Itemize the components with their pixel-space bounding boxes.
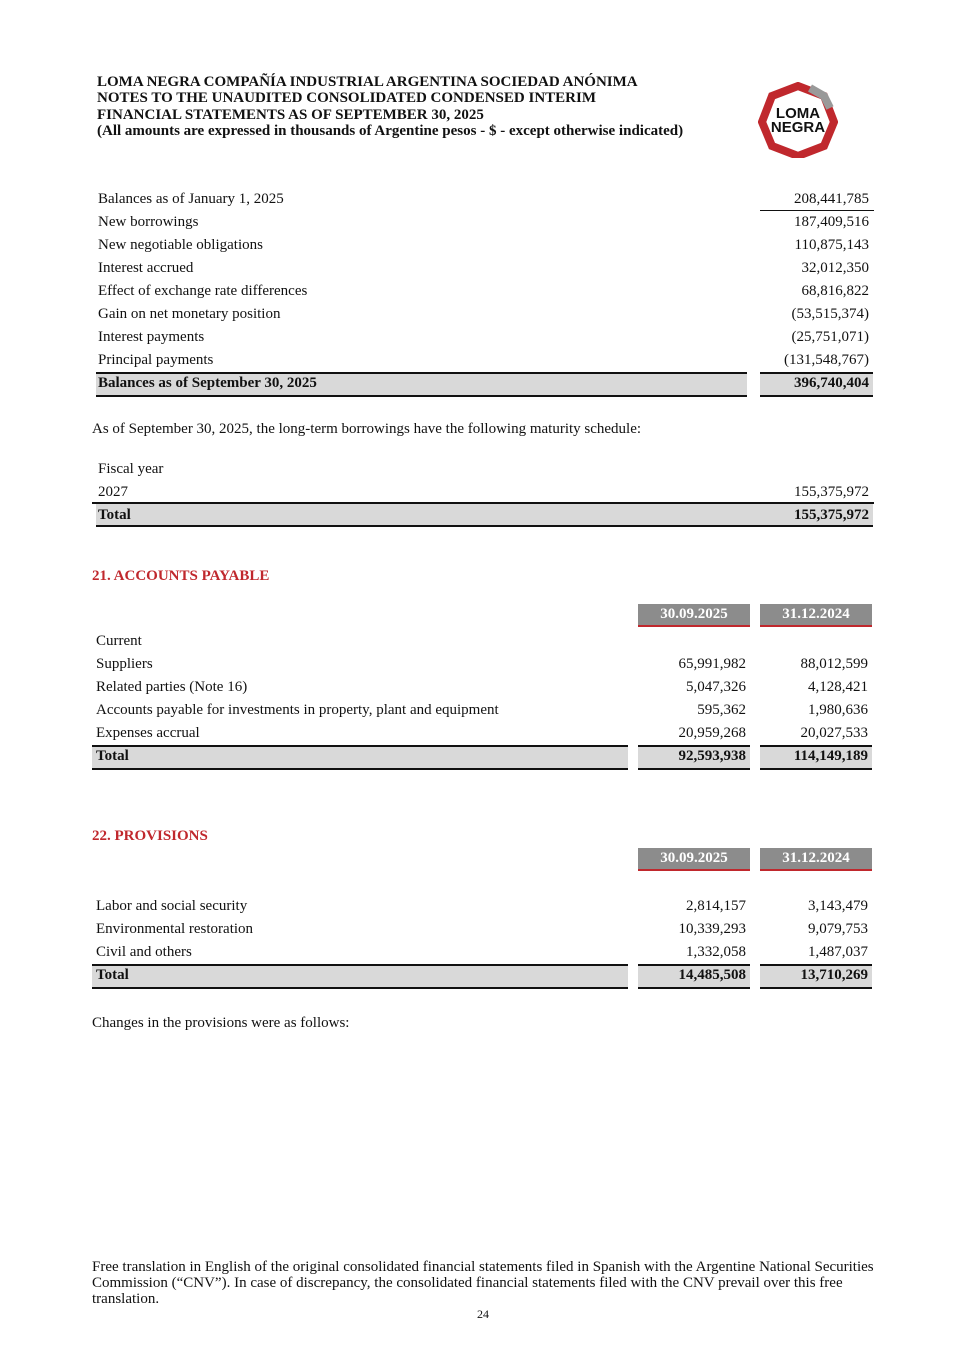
row-value: 208,441,785 xyxy=(794,191,869,207)
table-total-row xyxy=(92,372,874,395)
row-label: Interest payments xyxy=(98,329,205,345)
footer-disclaimer: Free translation in English of the original consolidated financial statements filed in Spanish with the Argentine National Securities Commission (“CNV”). In case of discrepancy, the consolidated financial statements filed with the CNV prevail over this free translation. xyxy=(92,1259,874,1307)
maturity-table xyxy=(92,458,874,527)
row-value: 92,593,938 xyxy=(678,748,746,764)
table-row xyxy=(98,188,874,211)
header-line: NOTES TO THE UNAUDITED CONSOLIDATED CONDENSED INTERIM xyxy=(97,90,596,107)
section-title: 22. PROVISIONS xyxy=(92,828,208,844)
row-subheader: Current xyxy=(96,633,142,649)
row-value: 1,980,636 xyxy=(808,702,868,718)
row-label: Balances as of September 30, 2025 xyxy=(98,375,317,391)
row-value: 20,959,268 xyxy=(678,725,746,741)
header-line: (All amounts are expressed in thousands of Argentine pesos - $ - except otherwise indicated) xyxy=(97,123,684,140)
header-line: FINANCIAL STATEMENTS AS OF SEPTEMBER 30, 2025 xyxy=(97,106,484,123)
row-value: 155,375,972 xyxy=(794,507,869,523)
table-row xyxy=(92,326,874,349)
row-value: (131,548,767) xyxy=(784,352,869,368)
accounts-payable-table xyxy=(92,604,874,765)
row-label: Related parties (Note 16) xyxy=(96,679,248,695)
borrowings-table xyxy=(92,188,874,395)
row-label: Effect of exchange rate differences xyxy=(98,283,308,299)
table-row xyxy=(92,676,874,699)
row-label: New borrowings xyxy=(98,214,199,230)
row-value: 595,362 xyxy=(697,702,746,718)
column-header: 30.09.2025 xyxy=(638,604,750,627)
row-label: Accounts payable for investments in property, plant and equipment xyxy=(96,702,499,718)
row-value: 65,991,982 xyxy=(678,656,746,672)
table-row xyxy=(92,699,874,722)
row-value: 20,027,533 xyxy=(800,725,868,741)
table-row xyxy=(92,653,874,676)
column-header: 31.12.2024 xyxy=(760,604,872,627)
provisions-changes-text: Changes in the provisions were as follows: xyxy=(92,1015,350,1031)
column-header: Fiscal year xyxy=(98,461,164,477)
row-value: 10,339,293 xyxy=(678,921,746,937)
table-row xyxy=(92,349,874,372)
row-label: Total xyxy=(98,507,131,523)
document-header xyxy=(97,74,737,140)
row-label: Total xyxy=(96,967,129,983)
row-label: Principal payments xyxy=(98,352,214,368)
table-row xyxy=(92,941,874,964)
row-label: Balances as of January 1, 2025 xyxy=(98,191,284,207)
row-label: Expenses accrual xyxy=(96,725,200,741)
table-total-row xyxy=(92,745,874,768)
loma-negra-logo xyxy=(758,82,838,158)
row-label: 2027 xyxy=(98,484,128,500)
table-row xyxy=(92,918,874,941)
row-value: 9,079,753 xyxy=(808,921,868,937)
column-header: 31.12.2024 xyxy=(760,848,872,871)
table-total-row xyxy=(92,504,874,527)
row-value: (25,751,071) xyxy=(791,329,869,345)
page-number: 24 xyxy=(477,1307,489,1321)
row-value: 32,012,350 xyxy=(801,260,869,276)
table-total-row xyxy=(92,964,874,987)
provisions-table xyxy=(92,848,874,987)
row-value: 396,740,404 xyxy=(794,375,869,391)
row-label: New negotiable obligations xyxy=(98,237,263,253)
row-value: 114,149,189 xyxy=(793,748,868,764)
row-value: 68,816,822 xyxy=(801,283,869,299)
row-label: Total xyxy=(96,748,129,764)
row-value: 110,875,143 xyxy=(794,237,869,253)
table-row xyxy=(92,895,874,918)
table-row xyxy=(92,234,874,257)
row-value: 13,710,269 xyxy=(800,967,868,983)
row-label: Suppliers xyxy=(96,656,153,672)
svg-text:LOMA: LOMA xyxy=(775,105,821,122)
svg-text:NEGRA: NEGRA xyxy=(770,119,826,136)
row-value: 2,814,157 xyxy=(686,898,746,914)
table-row xyxy=(92,211,874,234)
row-value: 4,128,421 xyxy=(808,679,868,695)
row-label: Interest accrued xyxy=(98,260,194,276)
company-name: LOMA NEGRA COMPAÑÍA INDUSTRIAL ARGENTINA SOCIEDAD ANÓNIMA xyxy=(97,74,638,90)
table-row xyxy=(92,257,874,280)
table-row xyxy=(92,280,874,303)
row-label: Environmental restoration xyxy=(96,921,254,937)
row-value: (53,515,374) xyxy=(791,306,869,322)
table-row xyxy=(92,722,874,745)
section-title: 21. ACCOUNTS PAYABLE xyxy=(92,568,270,584)
column-header: 30.09.2025 xyxy=(638,848,750,871)
row-value: 5,047,326 xyxy=(686,679,746,695)
row-label: Gain on net monetary position xyxy=(98,306,281,322)
row-value: 14,485,508 xyxy=(678,967,746,983)
row-value: 155,375,972 xyxy=(794,484,869,500)
row-value: 88,012,599 xyxy=(800,656,868,672)
row-value: 1,487,037 xyxy=(808,944,868,960)
row-label: Labor and social security xyxy=(96,898,248,914)
maturity-intro: As of September 30, 2025, the long-term borrowings have the following maturity schedule: xyxy=(92,421,642,437)
row-label: Civil and others xyxy=(96,944,192,960)
table-row xyxy=(92,303,874,326)
row-value: 1,332,058 xyxy=(686,944,746,960)
row-value: 187,409,516 xyxy=(794,214,869,230)
row-value: 3,143,479 xyxy=(808,898,868,914)
